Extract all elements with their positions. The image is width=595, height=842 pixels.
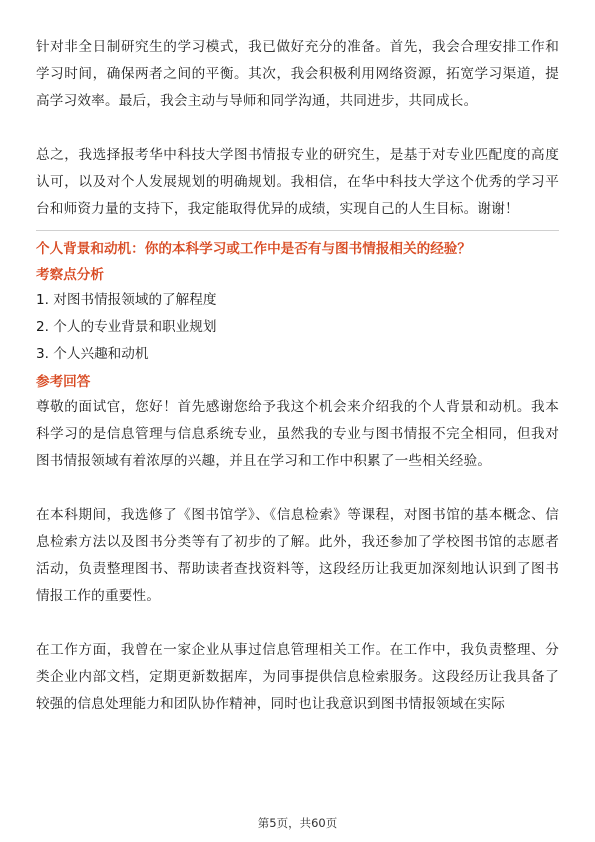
page-content	[36, 0, 559, 718]
section-divider	[36, 230, 559, 231]
answer-label: 参考回答	[36, 374, 91, 390]
intro-paragraph-2: 总之，我选择报考华中科技大学图书情报专业的研究生，是基于对专业匹配度的高度认可，以及对个人发展规划的明确规划。我相信，在华中科技大学这个优秀的学习平台和师资力量的支持下，我定能取得优异的成绩，实现自己的人生目标。谢谢！	[36, 147, 559, 217]
analysis-point: 2. 个人的专业背景和职业规划	[36, 319, 217, 335]
analysis-point: 3. 个人兴趣和动机	[36, 346, 149, 362]
answer-paragraph-2: 在本科期间，我选修了《图书馆学》、《信息检索》等课程，对图书馆的基本概念、信息检索方法以及图书分类等有了初步的了解。此外，我还参加了学校图书馆的志愿者活动，负责整理图书、帮助读者查找资料等，这段经历让我更加深刻地认识到了图书情报工作的重要性。	[36, 507, 559, 604]
analysis-points	[36, 287, 559, 368]
answer-paragraph-1: 尊敬的面试官，您好！首先感谢您给予我这个机会来介绍我的个人背景和动机。我本科学习的是信息管理与信息系统专业，虽然我的专业与图书情报不完全相同，但我对图书情报领域有着浓厚的兴趣，并且在学习和工作中积累了一些相关经验。	[36, 399, 559, 469]
page-footer: 第5页，共60页	[257, 816, 338, 830]
intro-paragraph-1: 针对非全日制研究生的学习模式，我已做好充分的准备。首先，我会合理安排工作和学习时间，确保两者之间的平衡。其次，我会积极利用网络资源，拓宽学习渠道，提高学习效率。最后，我会主动与导师和同学沟通，共同进步，共同成长。	[36, 39, 559, 109]
answer-paragraph-3: 在工作方面，我曾在一家企业从事过信息管理相关工作。在工作中，我负责整理、分类企业内部文档，定期更新数据库，为同事提供信息检索服务。这段经历让我具备了较强的信息处理能力和团队协作精神，同时也让我意识到图书情报领域在实际	[36, 642, 559, 712]
analysis-point: 1. 对图书情报领域的了解程度	[36, 292, 217, 308]
question-heading: 个人背景和动机：你的本科学习或工作中是否有与图书情报相关的经验？	[36, 241, 471, 257]
analysis-label: 考察点分析	[36, 267, 104, 283]
